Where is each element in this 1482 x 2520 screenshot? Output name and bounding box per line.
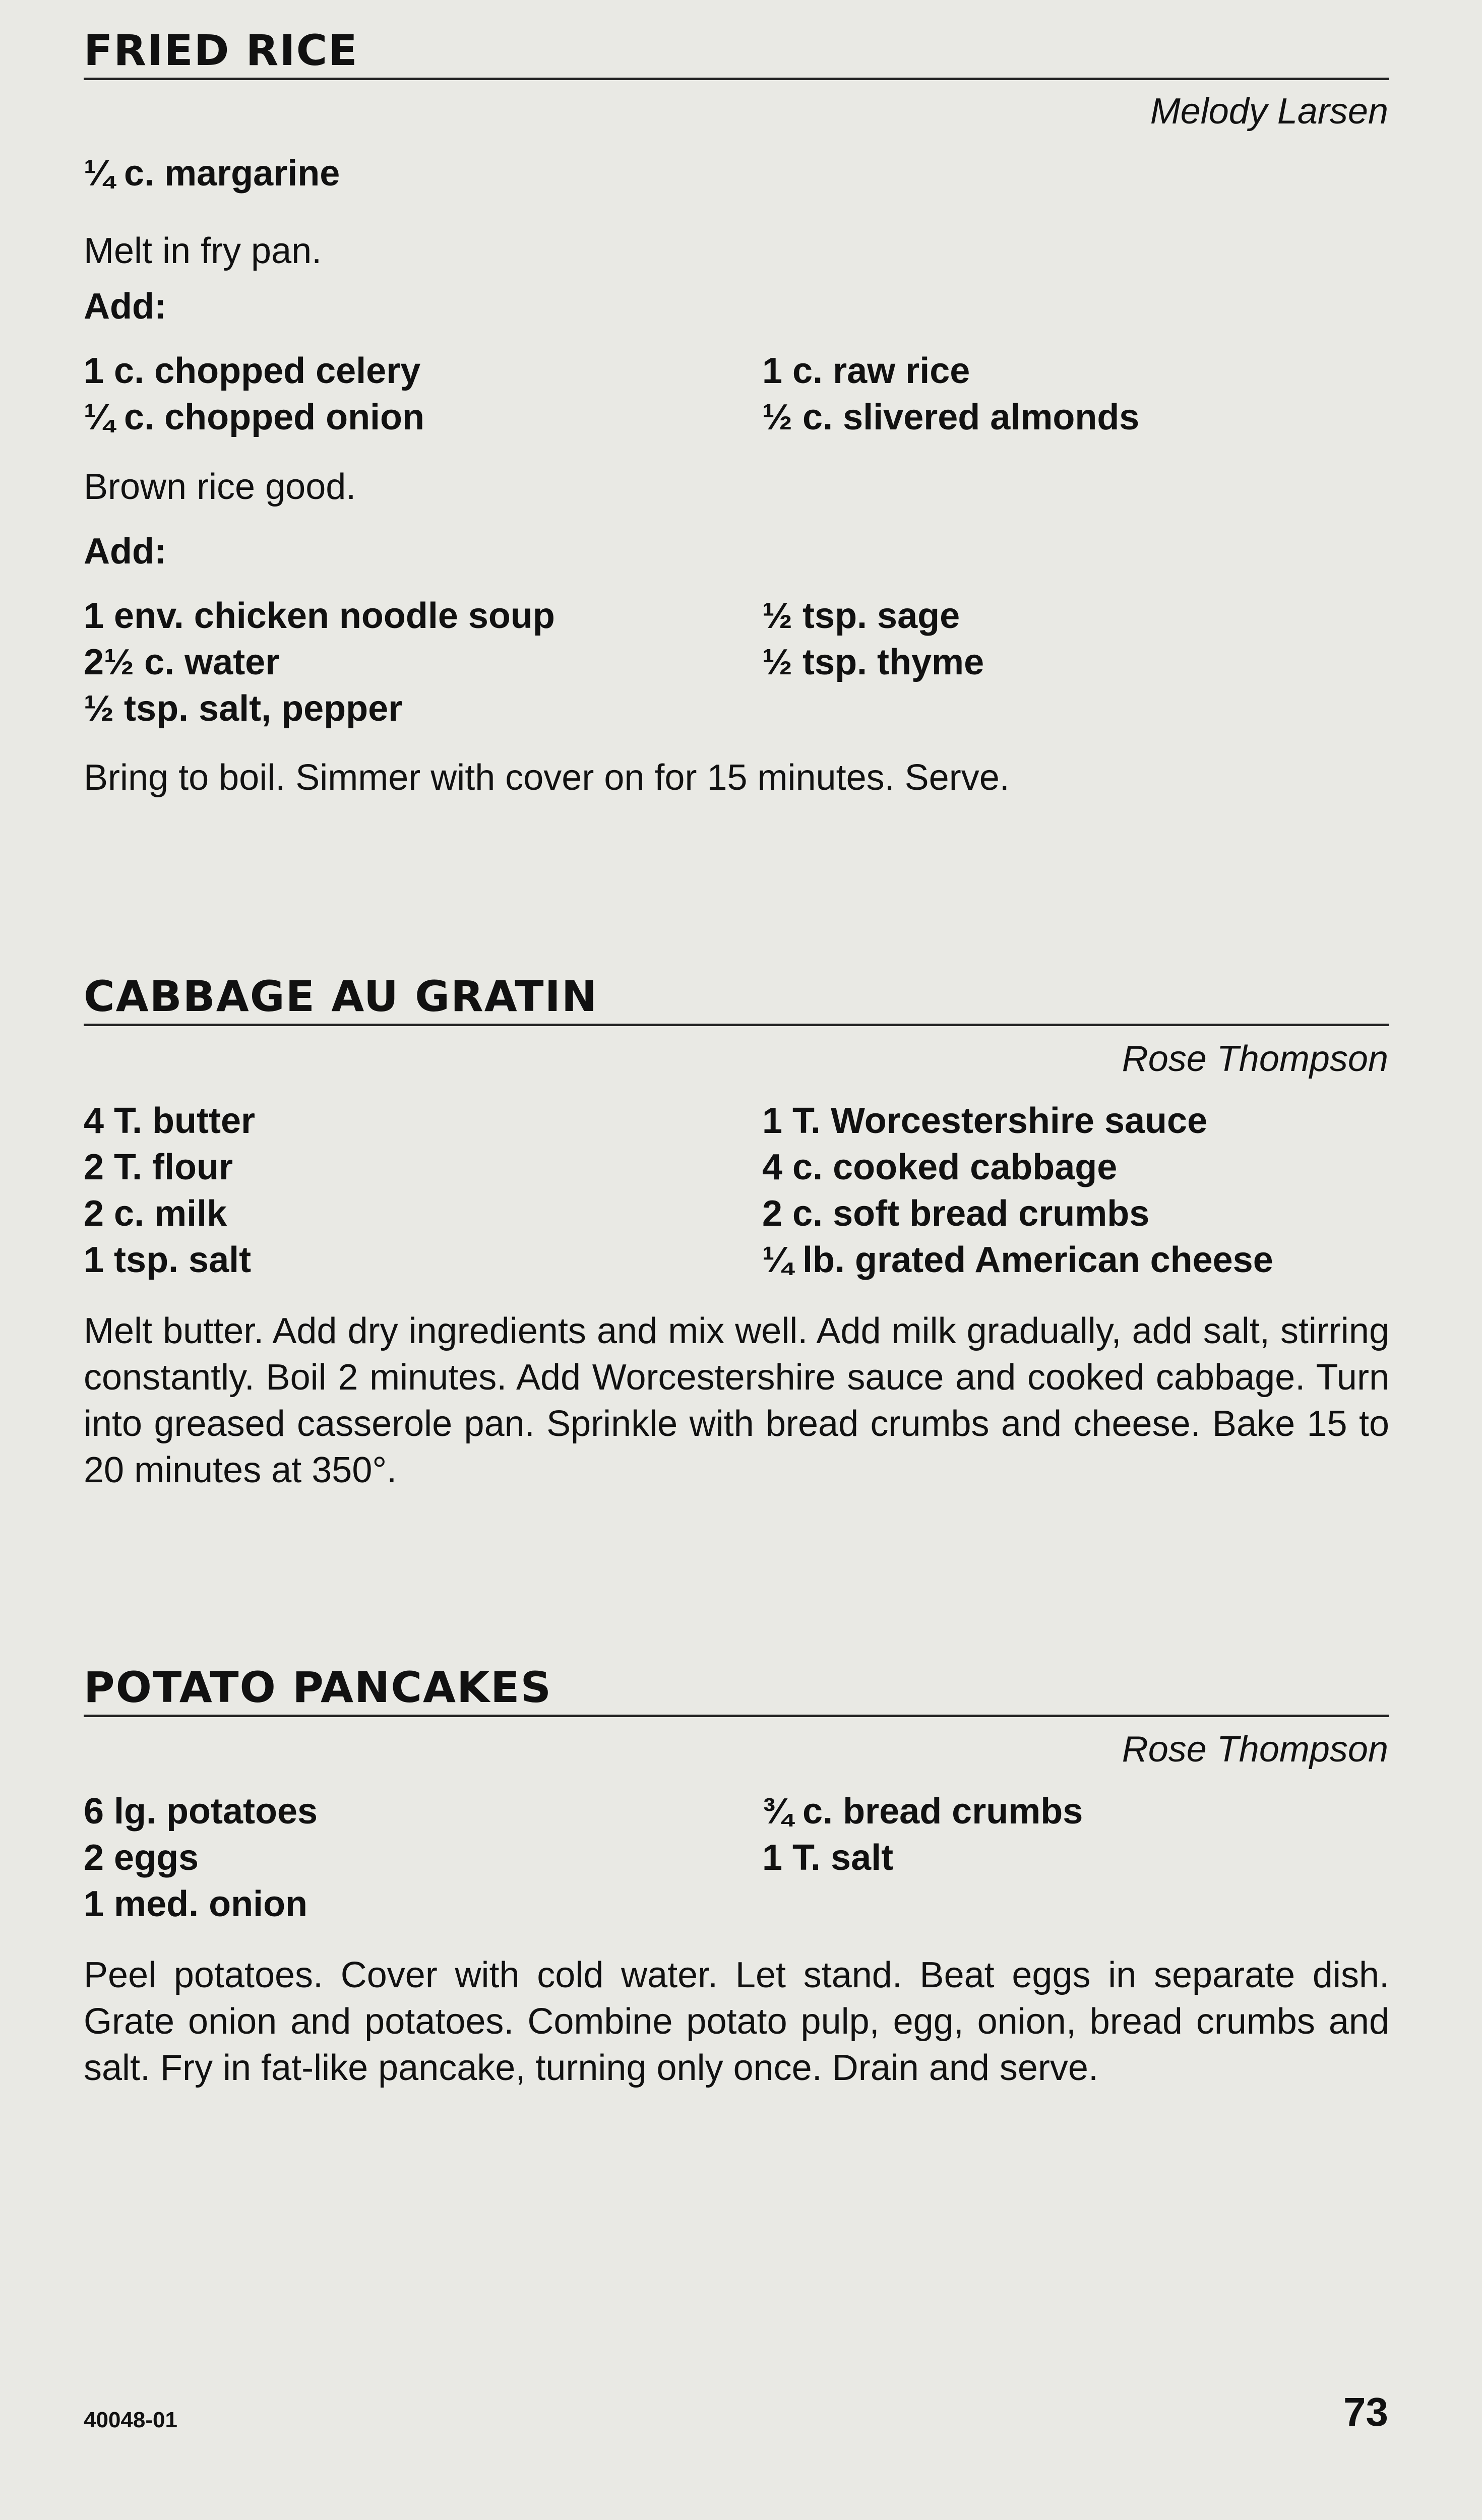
recipe-author-potato-pancakes: Rose Thompson: [1122, 1729, 1388, 1770]
ingredient: ¼ c. chopped onion: [84, 397, 425, 437]
ingredient: 1 c. raw rice: [762, 351, 970, 391]
ingredient: ½ tsp. sage: [762, 596, 960, 636]
ingredient: 2 c. soft bread crumbs: [762, 1193, 1150, 1234]
ingredient: 2 eggs: [84, 1838, 199, 1878]
recipe-author-cabbage-au-gratin: Rose Thompson: [1122, 1039, 1388, 1079]
instruction-text: Brown rice good.: [84, 467, 356, 507]
ingredient: ½ tsp. salt, pepper: [84, 688, 403, 729]
footer-code: 40048-01: [84, 2408, 177, 2432]
recipe-title-cabbage-au-gratin: CABBAGE AU GRATIN: [84, 975, 1389, 1026]
ingredient: 4 c. cooked cabbage: [762, 1147, 1118, 1187]
ingredient: 4 T. butter: [84, 1101, 256, 1141]
ingredient: 2½ c. water: [84, 642, 280, 682]
ingredient: ¼ c. margarine: [84, 153, 340, 194]
ingredient: 1 env. chicken noodle soup: [84, 596, 555, 636]
ingredient: 1 c. chopped celery: [84, 351, 421, 391]
ingredient: 1 T. Worcestershire sauce: [762, 1101, 1208, 1141]
ingredient: ½ tsp. thyme: [762, 642, 984, 682]
ingredient: 2 T. flour: [84, 1147, 233, 1187]
recipe-author-fried-rice: Melody Larsen: [1150, 91, 1388, 132]
recipe-directions: Bring to boil. Simmer with cover on for 15 minutes. Serve.: [84, 758, 1010, 798]
ingredient: 1 T. salt: [762, 1838, 894, 1878]
add-label: Add:: [84, 286, 166, 327]
instruction-text: Melt in fry pan.: [84, 231, 322, 271]
recipe-title-potato-pancakes: POTATO PANCAKES: [84, 1666, 1389, 1717]
ingredient: ½ c. slivered almonds: [762, 397, 1140, 437]
page-number: 73: [1343, 2389, 1388, 2434]
ingredient: 6 lg. potatoes: [84, 1791, 318, 1832]
recipe-directions: Melt butter. Add dry ingredients and mix well. Add milk gradually, add salt, stirring constantly. Boil 2 minutes. Add Worcestershire sauce and cooked cabbage. Turn into greased casserole pan. Sprinkle with bread crumbs and cheese. Bake 15 to 20 minutes at 350°.: [84, 1311, 1389, 1490]
ingredient: 2 c. milk: [84, 1193, 227, 1234]
recipe-directions: Peel potatoes. Cover with cold water. Let stand. Beat eggs in separate dish. Grate onion and potatoes. Combine potato pulp, egg, onion, bread crumbs and salt. Fry in fat-like pancake, turning only once. Drain and serve.: [84, 1955, 1389, 2088]
add-label: Add:: [84, 531, 166, 572]
ingredient: 1 med. onion: [84, 1884, 308, 1924]
ingredient: 1 tsp. salt: [84, 1240, 252, 1280]
ingredient: ¼ lb. grated American cheese: [762, 1240, 1273, 1280]
recipe-title-fried-rice: FRIED RICE: [84, 29, 1389, 80]
ingredient: ¾ c. bread crumbs: [762, 1791, 1083, 1832]
